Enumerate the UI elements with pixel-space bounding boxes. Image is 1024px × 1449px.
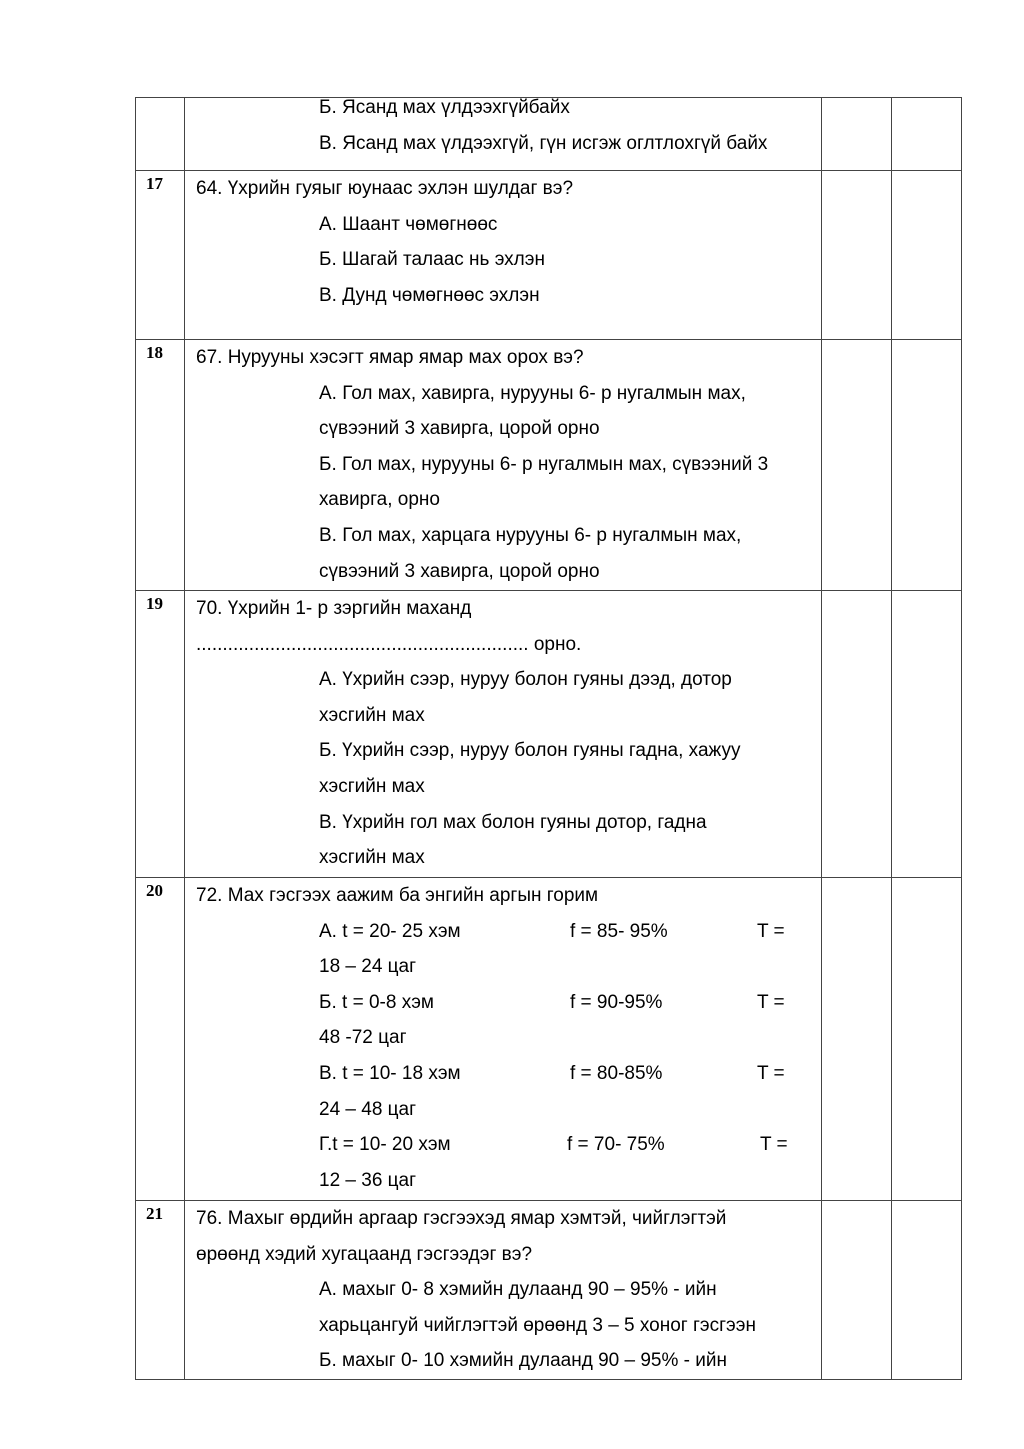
question-text: 72. Мах гэсгээх аажим ба энгийн аргын горим xyxy=(196,885,599,906)
answer-cell xyxy=(822,171,892,340)
question-number: 18 xyxy=(136,340,185,591)
answer-option: 48 -72 цаг xyxy=(319,1027,407,1049)
answer-option xyxy=(185,985,821,1021)
answer-option: 24 – 48 цаг xyxy=(319,1098,417,1120)
quiz-table xyxy=(135,97,962,1380)
answer-option: сүвээний 3 хавирга, цорой орно xyxy=(319,560,600,582)
humidity-value: f = 70- 75% xyxy=(567,1134,665,1156)
time-label: T = xyxy=(757,991,785,1013)
answer-option: хэсгийн мах xyxy=(319,847,425,869)
score-cell xyxy=(892,340,962,591)
question-number: 21 xyxy=(136,1201,185,1380)
question-number xyxy=(136,98,185,171)
question-text: 64. Үхрийн гуяыг юунаас эхлэн шулдаг вэ? xyxy=(196,178,574,199)
answer-option: Б. Үхрийн сээр, нуруу болон гуяны гадна, хажуу xyxy=(319,740,741,762)
answer-option: Б. Шагай талаас нь эхлэн xyxy=(319,249,545,271)
answer-option: А. Гол мах, хавирга, нурууны 6- р нугалмын мах, xyxy=(319,382,746,404)
score-cell xyxy=(892,878,962,1201)
question-cell xyxy=(185,591,822,878)
humidity-value: f = 80-85% xyxy=(570,1062,663,1084)
temperature-value: А. t = 20- 25 хэм xyxy=(319,920,461,942)
answer-cell xyxy=(822,98,892,171)
answer-option: харьцангуй чийглэгтэй өрөөнд 3 – 5 хоног гэсгээн xyxy=(319,1314,756,1336)
answer-option: Б. махыг 0- 10 хэмийн дулаанд 90 – 95% - ийн xyxy=(319,1350,727,1372)
answer-cell xyxy=(822,878,892,1201)
answer-option: хэсгийн мах xyxy=(319,704,425,726)
question-text: 70. Үхрийн 1- р зэргийн маханд xyxy=(196,598,472,619)
answer-option: В. Ясанд мах үлдээхгүй, гүн исгэж оглтлохгүй байх xyxy=(319,132,768,154)
answer-option xyxy=(185,1127,821,1163)
humidity-value: f = 85- 95% xyxy=(570,920,668,942)
answer-option: В. Гол мах, харцага нурууны 6- р нугалмын мах, xyxy=(319,524,742,546)
answer-option: хэсгийн мах xyxy=(319,775,425,797)
answer-option xyxy=(185,914,821,950)
answer-option xyxy=(185,1056,821,1092)
question-cell xyxy=(185,1201,822,1380)
table-row xyxy=(136,878,962,1201)
answer-option: Б. Ясанд мах үлдээхгүйбайх xyxy=(319,97,570,118)
question-cell xyxy=(185,340,822,591)
question-number: 19 xyxy=(136,591,185,878)
fill-in-blank: ............................................................... орно. xyxy=(196,633,582,655)
question-cell xyxy=(185,878,822,1201)
answer-cell xyxy=(822,340,892,591)
question-number: 20 xyxy=(136,878,185,1201)
table-row xyxy=(136,1201,962,1380)
answer-option: 12 – 36 цаг xyxy=(319,1169,417,1191)
question-cell xyxy=(185,171,822,340)
humidity-value: f = 90-95% xyxy=(570,991,663,1013)
question-text: өрөөнд хэдий хугацаанд гэсгээдэг вэ? xyxy=(196,1243,533,1265)
answer-option: хавирга, орно xyxy=(319,489,440,511)
table-row xyxy=(136,98,962,171)
question-cell xyxy=(185,98,822,171)
temperature-value: Г.t = 10- 20 хэм xyxy=(319,1134,451,1156)
answer-option: 18 – 24 цаг xyxy=(319,956,417,978)
table-row xyxy=(136,340,962,591)
score-cell xyxy=(892,1201,962,1380)
score-cell xyxy=(892,591,962,878)
answer-option: А. махыг 0- 8 хэмийн дулаанд 90 – 95% - ийн xyxy=(319,1279,717,1301)
table-row xyxy=(136,591,962,878)
score-cell xyxy=(892,171,962,340)
score-cell xyxy=(892,98,962,171)
answer-option: сүвээний 3 хавирга, цорой орно xyxy=(319,418,600,440)
time-label: T = xyxy=(757,1062,785,1084)
time-label: T = xyxy=(757,920,785,942)
table-row xyxy=(136,171,962,340)
answer-option: Б. Гол мах, нурууны 6- р нугалмын мах, сүвээний 3 xyxy=(319,453,769,475)
answer-option: В. Дунд чөмөгнөөс эхлэн xyxy=(319,284,540,306)
answer-cell xyxy=(822,591,892,878)
question-text: 67. Нурууны хэсэгт ямар ямар мах орох вэ? xyxy=(196,347,584,368)
time-label: T = xyxy=(760,1134,788,1156)
answer-option: А. Үхрийн сээр, нуруу болон гуяны дээд, дотор xyxy=(319,669,732,691)
temperature-value: В. t = 10- 18 хэм xyxy=(319,1062,461,1084)
answer-option: В. Үхрийн гол мах болон гуяны дотор, гадна xyxy=(319,811,707,833)
temperature-value: Б. t = 0-8 хэм xyxy=(319,991,434,1013)
question-number: 17 xyxy=(136,171,185,340)
answer-cell xyxy=(822,1201,892,1380)
question-text: 76. Махыг өрдийн аргаар гэсгээхэд ямар хэмтэй, чийглэгтэй xyxy=(196,1208,727,1229)
answer-option: А. Шаант чөмөгнөөс xyxy=(319,213,498,235)
